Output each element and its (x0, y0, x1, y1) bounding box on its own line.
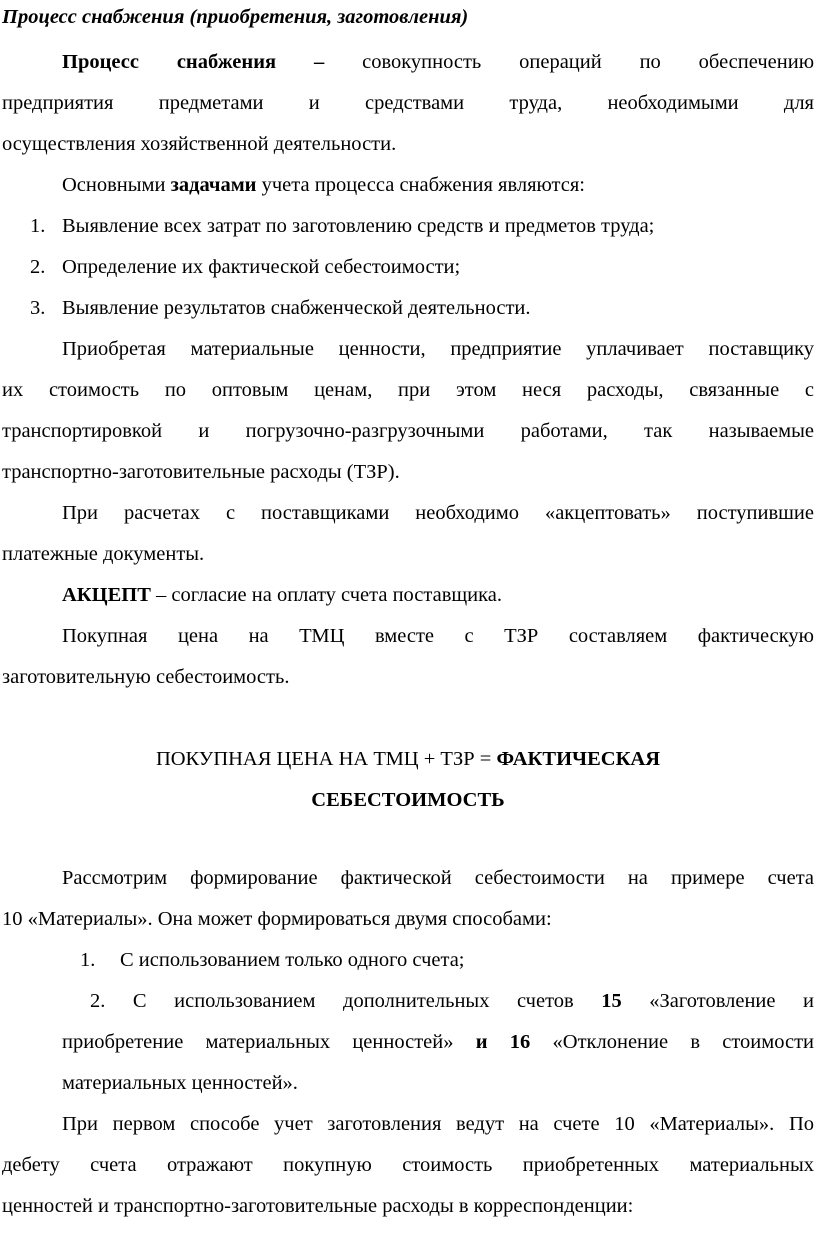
list-item-number: 1. (30, 215, 46, 237)
list-item (2, 981, 814, 1104)
definition-line-2: предприятия предметами и средствами труда, необходимыми для (2, 92, 814, 114)
list-item (2, 940, 814, 981)
way-2-line-3: материальных ценностей». (62, 1072, 298, 1094)
definition-text: совокупность операций по обеспечению (362, 51, 815, 73)
first-method-line-3: ценностей и транспортно-заготовительные расходы в корреспонденции: (2, 1195, 634, 1217)
list-item (2, 288, 814, 329)
way-2-text-4: «Отклонение в стоимости (530, 1031, 815, 1053)
way-2-text-3: приобретение материальных ценностей» (62, 1031, 476, 1053)
accept-term: АКЦЕПТ (62, 584, 151, 606)
tasks-intro-bold: задачами (170, 174, 257, 196)
first-method-line-1: При первом способе учет заготовления ведут на счете 10 «Материалы». По (62, 1113, 814, 1135)
list-item (2, 206, 814, 247)
list-item-number: 3. (30, 297, 46, 319)
tasks-intro (2, 165, 814, 206)
definition-line-3: осуществления хозяйственной деятельности. (2, 133, 397, 155)
accept-text: – согласие на оплату счета поставщика. (150, 584, 503, 606)
formula-line-2: СЕБЕСТОИМОСТЬ (311, 789, 505, 811)
accept-definition (2, 575, 814, 616)
list-item (2, 247, 814, 288)
list-item-text: Определение их фактической себестоимости; (62, 256, 461, 278)
settlement-line-2: платежные документы. (2, 543, 205, 565)
list-item-text: Выявление всех затрат по заготовлению средств и предметов труда; (62, 215, 655, 237)
way-2-text-1: С использованием дополнительных счетов (132, 990, 602, 1012)
example-line-1: Рассмотрим формирование фактической себестоимости на примере счета (62, 867, 814, 889)
tasks-intro-after: учета процесса снабжения являются: (256, 174, 585, 196)
formula-bold-1: ФАКТИЧЕСКАЯ (496, 748, 661, 770)
definition-line-1 (2, 42, 814, 83)
formula-line-1 (2, 739, 814, 780)
tasks-list (2, 206, 814, 329)
list-item-number: 1. (80, 949, 96, 971)
list-item-number: 2. (30, 256, 46, 278)
example-line-2: 10 «Материалы». Она может формироваться двумя способами: (2, 908, 552, 930)
list-item-text: С использованием только одного счета; (120, 949, 465, 971)
formula-plain: ПОКУПНАЯ ЦЕНА НА ТМЦ + ТЗР = (155, 748, 497, 770)
list-item-text: Выявление результатов снабженческой деятельности. (62, 297, 531, 319)
purchase-line-1: Приобретая материальные ценности, предприятие уплачивает поставщику (62, 338, 814, 360)
first-method-line-2: дебету счета отражают покупную стоимость приобретенных материальных (2, 1154, 814, 1176)
ways-list (2, 940, 814, 1104)
purchase-line-4: транспортно-заготовительные расходы (ТЗР). (2, 461, 400, 483)
way-2-text-2: «Заготовление и (621, 990, 815, 1012)
definition-dash: – (276, 51, 363, 73)
purchase-line-3: транспортировкой и погрузочно-разгрузочными работами, так называемые (2, 420, 814, 442)
tasks-intro-before: Основными (62, 174, 171, 196)
page-title: Процесс снабжения (приобретения, заготовления) (2, 6, 469, 28)
settlement-line-1: При расчетах с поставщиками необходимо «акцептовать» поступившие (62, 502, 814, 524)
price-line-1: Покупная цена на ТМЦ вместе с ТЗР составляем фактическую (62, 625, 814, 647)
price-line-2: заготовительную себестоимость. (2, 666, 290, 688)
purchase-line-2: их стоимость по оптовым ценам, при этом неся расходы, связанные с (2, 379, 814, 401)
definition-term: Процесс снабжения (62, 51, 277, 73)
way-2-line-1 (62, 981, 814, 1022)
way-2-account-16: и 16 (475, 1031, 531, 1053)
list-item-number: 2. (90, 990, 106, 1012)
way-2-account-15: 15 (601, 990, 622, 1012)
way-2-line-2 (62, 1022, 814, 1063)
